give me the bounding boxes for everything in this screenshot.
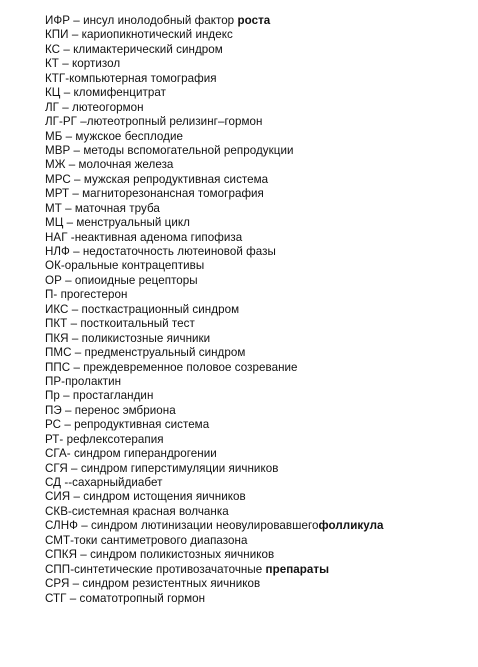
abbreviation-entry	[45, 490, 384, 504]
abbreviation-entry	[45, 274, 384, 288]
entry-text: НАГ -неактивная аденома гипофиза	[45, 230, 243, 244]
abbreviation-entry	[45, 563, 384, 577]
entry-text: КТ – кортизол	[45, 57, 121, 71]
entry-text: Пр – простагландин	[45, 389, 154, 403]
abbreviation-entry	[45, 505, 384, 519]
entry-text: ИФР – инсул инолодобный фактор	[45, 14, 238, 27]
entry-text: СИЯ – синдром истощения яичников	[45, 490, 246, 504]
abbreviation-entry	[45, 303, 384, 317]
entry-text: СМТ-токи сантиметрового диапазона	[45, 533, 248, 547]
abbreviation-entry	[45, 476, 384, 490]
entry-text: РС – репродуктивная система	[45, 418, 210, 432]
abbreviation-entry	[45, 144, 384, 158]
abbreviation-entry	[45, 245, 384, 259]
entry-text: МВР – методы вспомогательной репродукции	[45, 143, 294, 157]
entry-text: ОК-оральные контрацептивы	[45, 259, 205, 273]
abbreviation-entry	[45, 72, 384, 86]
abbreviation-entry	[45, 43, 384, 57]
entry-text: РТ- рефлексотерапия	[45, 432, 164, 446]
entry-text: СД --сахарныйдиабет	[45, 476, 163, 489]
entry-text: ПКЯ – поликистозные яичники	[45, 331, 211, 345]
entry-text: ОР – опиоидные рецепторы	[45, 273, 198, 287]
entry-text: СПКЯ – синдром поликистозных яичников	[45, 548, 275, 562]
entry-text: МТ – маточная труба	[45, 201, 160, 215]
entry-text: НЛФ – недостаточность лютеиновой фазы	[45, 245, 276, 258]
abbreviation-entry	[45, 158, 384, 172]
abbreviation-entry	[45, 231, 384, 245]
abbreviation-entry	[45, 389, 384, 403]
entry-bold-text: фолликула	[318, 519, 384, 533]
entry-text: КС – климактерический синдром	[45, 42, 223, 56]
entry-text: КТГ-компьютерная томография	[45, 71, 217, 85]
abbreviation-entry	[45, 130, 384, 144]
entry-text: СРЯ – синдром резистентных яичников	[45, 577, 261, 591]
abbreviation-entry	[45, 361, 384, 375]
abbreviation-entry	[45, 86, 384, 100]
abbreviation-entry	[45, 346, 384, 360]
entry-text: ИКС – посткастрационный синдром	[45, 302, 240, 316]
entry-text: СКВ-системная красная волчанка	[45, 504, 229, 518]
abbreviation-entry	[45, 375, 384, 389]
entry-text: СГА- синдром гиперандрогении	[45, 447, 217, 461]
abbreviation-entry	[45, 433, 384, 447]
abbreviation-entry	[45, 216, 384, 230]
entry-text: ЛГ – лютеогормон	[45, 100, 144, 114]
entry-text: МРТ – магниторезонансная томография	[45, 187, 264, 201]
abbreviation-entry	[45, 548, 384, 562]
entry-text: П- прогестерон	[45, 288, 128, 302]
entry-bold-text: роста	[237, 14, 271, 27]
entry-text: МРС – мужская репродуктивная система	[45, 172, 269, 186]
abbreviation-entry	[45, 592, 384, 606]
abbreviation-entry	[45, 202, 384, 216]
abbreviation-entry	[45, 519, 384, 533]
abbreviation-entry	[45, 28, 384, 42]
abbreviation-entry	[45, 115, 384, 129]
entry-text: СТГ – соматотропный гормон	[45, 591, 206, 605]
abbreviation-entry	[45, 14, 384, 28]
entry-text: КЦ – кломифенцитрат	[45, 86, 166, 100]
abbreviation-entry	[45, 404, 384, 418]
abbreviation-entry	[45, 577, 384, 591]
entry-text: МЦ – менструальный цикл	[45, 216, 190, 230]
entry-text: ЛГ-РГ –лютеотропный релизинг–гормон	[45, 115, 263, 129]
abbreviation-entry	[45, 173, 384, 187]
entry-text: СГЯ – синдром гиперстимуляции яичников	[45, 461, 279, 475]
abbreviation-list	[45, 14, 384, 606]
entry-text: ПР-пролактин	[45, 374, 122, 388]
entry-text: МБ – мужское бесплодие	[45, 129, 183, 143]
abbreviation-entry	[45, 259, 384, 273]
abbreviation-entry	[45, 288, 384, 302]
entry-text: МЖ – молочная железа	[45, 158, 174, 172]
abbreviation-entry	[45, 534, 384, 548]
entry-text: ПМС – предменструальный синдром	[45, 346, 246, 360]
entry-text: СЛНФ – синдром лютинизации неовулировавшего	[45, 519, 319, 533]
abbreviation-entry	[45, 447, 384, 461]
entry-text: ПЭ – перенос эмбриона	[45, 403, 176, 417]
abbreviation-entry	[45, 418, 384, 432]
abbreviation-entry	[45, 101, 384, 115]
abbreviation-entry	[45, 332, 384, 346]
entry-text: КПИ – кариопикнотический индекс	[45, 28, 233, 42]
abbreviation-entry	[45, 462, 384, 476]
entry-text: ПКТ – посткоитальный тест	[45, 317, 195, 331]
entry-text: ППС – преждевременное половое созревание	[45, 360, 298, 374]
entry-bold-text: препараты	[265, 562, 330, 576]
entry-text: СПП-синтетические противозачаточные	[45, 562, 266, 576]
abbreviation-entry	[45, 187, 384, 201]
abbreviation-entry	[45, 317, 384, 331]
abbreviation-entry	[45, 57, 384, 71]
